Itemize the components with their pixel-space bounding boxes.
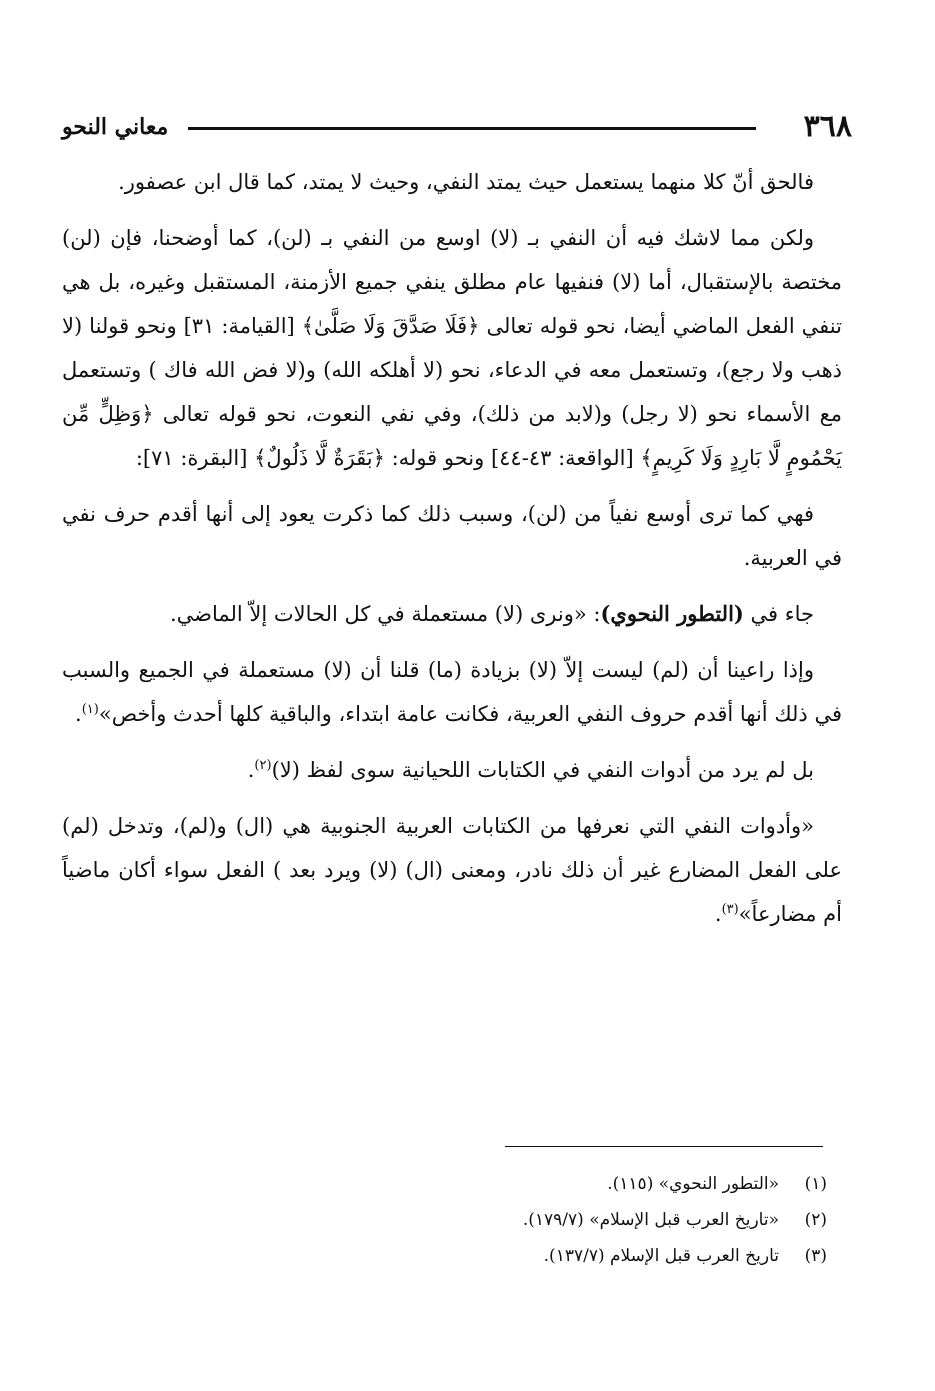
header-rule [188,127,756,130]
page-header [62,108,852,148]
footnote-text: «التطور النحوي» (١١٥). [607,1174,779,1194]
footnote-number: (١) [804,1174,827,1194]
footnote-reference[interactable]: (٢) [254,758,272,773]
paragraph: فهي كما ترى أوسع نفياً من (لن)، وسبب ذلك كما ذكرت يعود إلى أنها أقدم حرف نفي في العربية. [62,502,842,570]
footnote-text: تاريخ العرب قبل الإسلام (١٣٧/٧). [543,1246,779,1266]
footnote-item [62,1238,827,1274]
footnote-number: (٢) [804,1210,827,1230]
running-title: معاني النحو [62,114,169,140]
bold-citation: (التطور النحوي) [600,601,744,626]
footnote-item [62,1202,827,1238]
body-text [62,160,842,948]
paragraph: فالحق أنّ كلا منهما يستعمل حيث يمتد النفي، وحيث لا يمتد، كما قال ابن عصفور. [118,170,814,194]
footnote-separator [505,1146,823,1147]
paragraph: بل لم يرد من أدوات النفي في الكتابات اللحيانية سوى لفظ (لا)$^{(٢)}$. [247,758,814,782]
footnote-number: (٣) [804,1246,827,1266]
footnote-text: «تاريخ العرب قبل الإسلام» (١٧٩/٧). [522,1210,779,1230]
paragraph: ولكن مما لاشك فيه أن النفي بـ (لا) اوسع من النفي بـ (لن)، كما أوضحنا، فإن (لن) مختصة بالإستقبال، أما (لا) فنفيها عام مطلق ينفي جميع الأزمنة، المستقبل وغيره، بل هي تنفي الفعل الماضي أيضا، نحو قوله تعالى ﴿فَلَا صَدَّقَ وَلَا صَلَّىٰ﴾ [القيامة: ٣١] ونحو قولنا (لا ذهب ولا رجع)، وتستعمل معه في الدعاء، نحو (لا أهلكه الله) و(لا فض الله فاك ) وتستعمل مع الأسماء نحو (لا رجل) و(لابد من ذلك)، وفي نفي النعوت، نحو قوله تعالى ﴿وَظِلٍّ مِّن يَحْمُومٍ لَّا بَارِدٍ وَلَا كَرِيمٍ﴾ [الواقعة: ٤٣-٤٤] ونحو قوله: ﴿بَقَرَةٌ لَّا ذَلُولٌ﴾ [البقرة: ٧١]: [62,226,842,470]
footnotes [62,1166,827,1274]
footnote-reference[interactable]: (٣) [721,902,739,917]
footnote-item [62,1166,827,1202]
paragraph: جاء في (التطور النحوي): «ونرى (لا) مستعملة في كل الحالات إلاّ الماضي. [169,601,814,626]
paragraph: وإذا راعينا أن (لم) ليست إلاّ (لا) بزيادة (ما) قلنا أن (لا) مستعملة في الجميع والسبب في ذلك أنها أقدم حروف النفي العربية، فكانت عامة ابتداء، والباقية كلها أحدث وأخص»$^{(١)}$. [62,658,842,726]
paragraph: «وأدوات النفي التي نعرفها من الكتابات العربية الجنوبية هي (ال) و(لم)، وتدخل (لم) على الفعل المضارع غير أن ذلك نادر، ومعنى (ال) (لا) ويرد بعد ) الفعل سواء أكان ماضياً أم مضارعاً»$^{(٣)}$. [62,814,842,926]
page-number: ٣٦٨ [803,109,852,144]
footnote-reference[interactable]: (١) [81,702,99,717]
